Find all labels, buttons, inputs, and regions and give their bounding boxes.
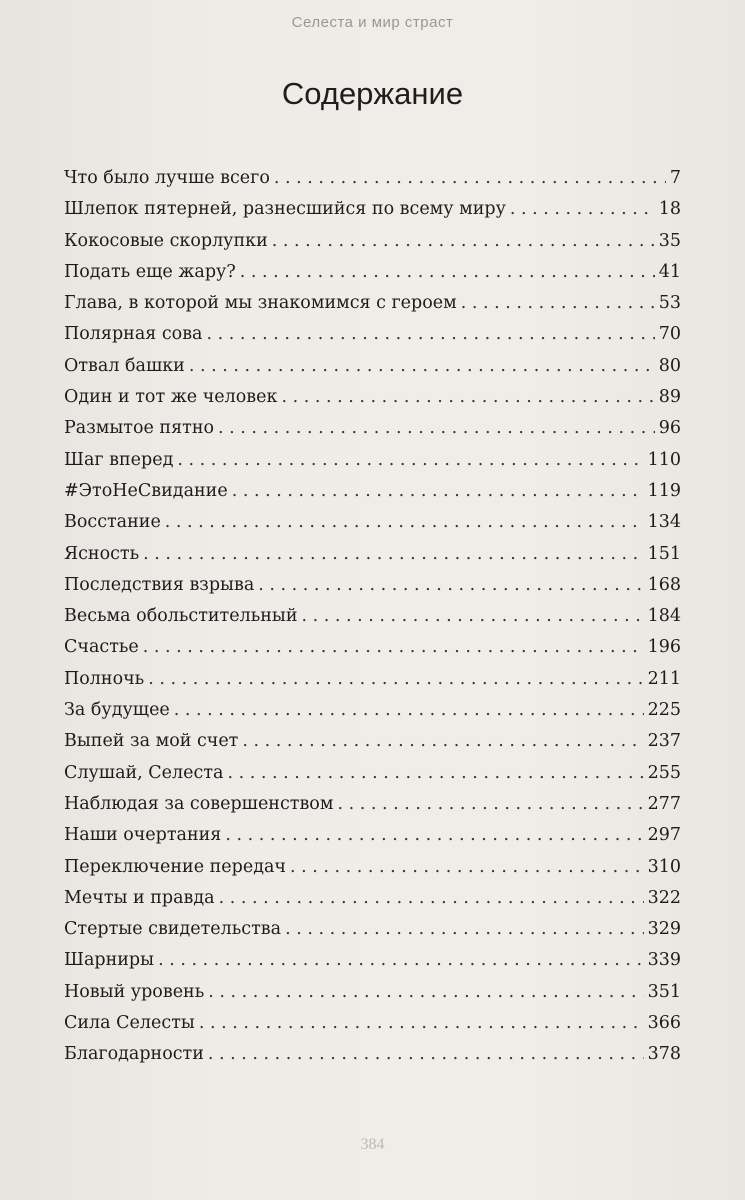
toc-entry-title: Размытое пятно [64, 418, 215, 439]
toc-entry-title: Счастье [64, 637, 139, 658]
toc-dot-leader [461, 293, 655, 313]
toc-entry-page-number: 119 [647, 480, 681, 501]
toc-entry [64, 857, 681, 888]
toc-entry [64, 982, 681, 1013]
toc-dot-leader [208, 1044, 644, 1064]
toc-entry-page-number: 378 [647, 1044, 681, 1065]
toc-entry-title: Что было лучше всего [64, 168, 270, 188]
toc-dot-leader [206, 324, 654, 344]
toc-dot-leader [218, 418, 655, 438]
toc-entry [64, 950, 681, 981]
toc-dot-leader [281, 387, 654, 407]
toc-entry [64, 794, 681, 825]
toc-dot-leader [232, 481, 644, 501]
toc-entry-page-number: 7 [669, 168, 681, 188]
toc-entry-title: Переключение передач [64, 856, 286, 877]
toc-entry-title: Наблюдая за совершенством [64, 793, 334, 814]
toc-entry-page-number: 237 [647, 731, 681, 752]
toc-dot-leader [240, 262, 655, 282]
toc-entry [64, 575, 681, 606]
toc-entry-page-number: 310 [647, 856, 681, 877]
toc-entry-page-number: 297 [647, 825, 681, 846]
toc-entry [64, 544, 681, 575]
toc-entry-title: Мечты и правда [64, 887, 215, 908]
toc-dot-leader [258, 575, 643, 595]
toc-entry-title: Благодарности [64, 1044, 204, 1065]
toc-dot-leader [208, 982, 643, 1002]
toc-entry-title: #ЭтоНеСвидание [64, 480, 228, 501]
toc-entry [64, 387, 681, 418]
toc-entry [64, 418, 681, 449]
toc-dot-leader [285, 919, 644, 939]
toc-entry-title: Отвал башки [64, 355, 185, 376]
table-of-contents [64, 168, 681, 1076]
toc-entry-title: Шарниры [64, 950, 155, 971]
toc-entry [64, 637, 681, 668]
toc-entry-title: Полночь [64, 668, 145, 689]
toc-entry-page-number: 255 [647, 762, 681, 783]
toc-dot-leader [189, 356, 655, 376]
toc-entry-page-number: 277 [647, 793, 681, 814]
toc-dot-leader [302, 606, 644, 626]
toc-entry-page-number: 110 [647, 449, 681, 470]
toc-entry-title: За будущее [64, 700, 170, 721]
toc-entry-title: Новый уровень [64, 981, 205, 1002]
toc-entry-page-number: 134 [647, 512, 681, 533]
toc-entry-page-number: 151 [647, 543, 681, 564]
toc-entry [64, 763, 681, 794]
toc-entry [64, 231, 681, 262]
toc-entry-page-number: 184 [647, 606, 681, 627]
toc-entry-title: Глава, в которой мы знакомимся с героем [64, 293, 457, 314]
toc-entry-title: Шлепок пятерней, разнесшийся по всему миру [64, 199, 506, 220]
toc-entry-page-number: 351 [647, 981, 681, 1002]
toc-entry-page-number: 89 [658, 387, 681, 408]
toc-entry [64, 481, 681, 512]
toc-entry-title: Стертые свидетельства [64, 919, 282, 940]
toc-entry [64, 669, 681, 700]
toc-entry [64, 731, 681, 762]
toc-entry [64, 356, 681, 387]
toc-entry [64, 450, 681, 481]
toc-entry [64, 512, 681, 543]
toc-dot-leader [174, 700, 644, 720]
toc-dot-leader [337, 794, 643, 814]
toc-entry-page-number: 366 [647, 1013, 681, 1034]
toc-entry-title: Ясность [64, 543, 140, 564]
toc-entry-page-number: 70 [658, 324, 681, 345]
toc-entry-page-number: 339 [647, 950, 681, 971]
toc-entry [64, 825, 681, 856]
toc-entry-page-number: 322 [647, 887, 681, 908]
toc-entry-title: Сила Селесты [64, 1013, 195, 1034]
toc-entry-title: Восстание [64, 512, 161, 533]
toc-dot-leader [225, 825, 643, 845]
page-title: Содержание [281, 76, 464, 111]
toc-entry-title: Шаг вперед [64, 449, 174, 470]
toc-entry-page-number: 329 [647, 919, 681, 940]
toc-entry-page-number: 225 [647, 700, 681, 721]
toc-dot-leader [165, 512, 644, 532]
toc-entry-page-number: 41 [658, 261, 681, 282]
toc-entry-page-number: 168 [647, 574, 681, 595]
running-head: Селеста и мир страст [291, 14, 454, 31]
toc-entry [64, 1013, 681, 1044]
toc-entry-title: Один и тот же человек [64, 387, 278, 408]
toc-entry-page-number: 35 [658, 230, 681, 251]
toc-entry-page-number: 211 [647, 668, 681, 689]
toc-entry [64, 168, 681, 199]
toc-entry-title: Подать еще жару? [64, 261, 236, 282]
toc-entry-page-number: 196 [647, 637, 681, 658]
toc-entry [64, 1044, 681, 1075]
toc-dot-leader [177, 450, 643, 470]
toc-dot-leader [199, 1013, 644, 1033]
toc-dot-leader [510, 199, 655, 219]
toc-entry-title: Полярная сова [64, 324, 203, 345]
toc-entry [64, 262, 681, 293]
toc-entry-page-number: 18 [658, 199, 681, 220]
toc-dot-leader [158, 950, 644, 970]
toc-entry-title: Весьма обольстительный [64, 606, 298, 627]
toc-dot-leader [274, 168, 666, 188]
toc-entry [64, 324, 681, 355]
toc-entry-title: Слушай, Селеста [64, 762, 224, 783]
toc-dot-leader [272, 231, 655, 251]
toc-dot-leader [227, 763, 643, 783]
toc-dot-leader [143, 544, 643, 564]
toc-entry-page-number: 96 [658, 418, 681, 439]
page-number: 384 [360, 1136, 385, 1153]
toc-dot-leader [143, 637, 644, 657]
toc-dot-leader [148, 669, 643, 689]
toc-entry [64, 199, 681, 230]
toc-entry-title: Кокосовые скорлупки [64, 230, 268, 251]
toc-entry-title: Наши очертания [64, 825, 222, 846]
toc-dot-leader [242, 731, 643, 751]
toc-entry-page-number: 80 [658, 355, 681, 376]
toc-dot-leader [290, 857, 644, 877]
toc-entry-page-number: 53 [658, 293, 681, 314]
toc-entry [64, 293, 681, 324]
toc-entry [64, 606, 681, 637]
toc-dot-leader [219, 888, 644, 908]
toc-entry-title: Последствия взрыва [64, 574, 255, 595]
toc-entry [64, 919, 681, 950]
toc-entry-title: Выпей за мой счет [64, 731, 239, 752]
toc-entry [64, 888, 681, 919]
toc-entry [64, 700, 681, 731]
